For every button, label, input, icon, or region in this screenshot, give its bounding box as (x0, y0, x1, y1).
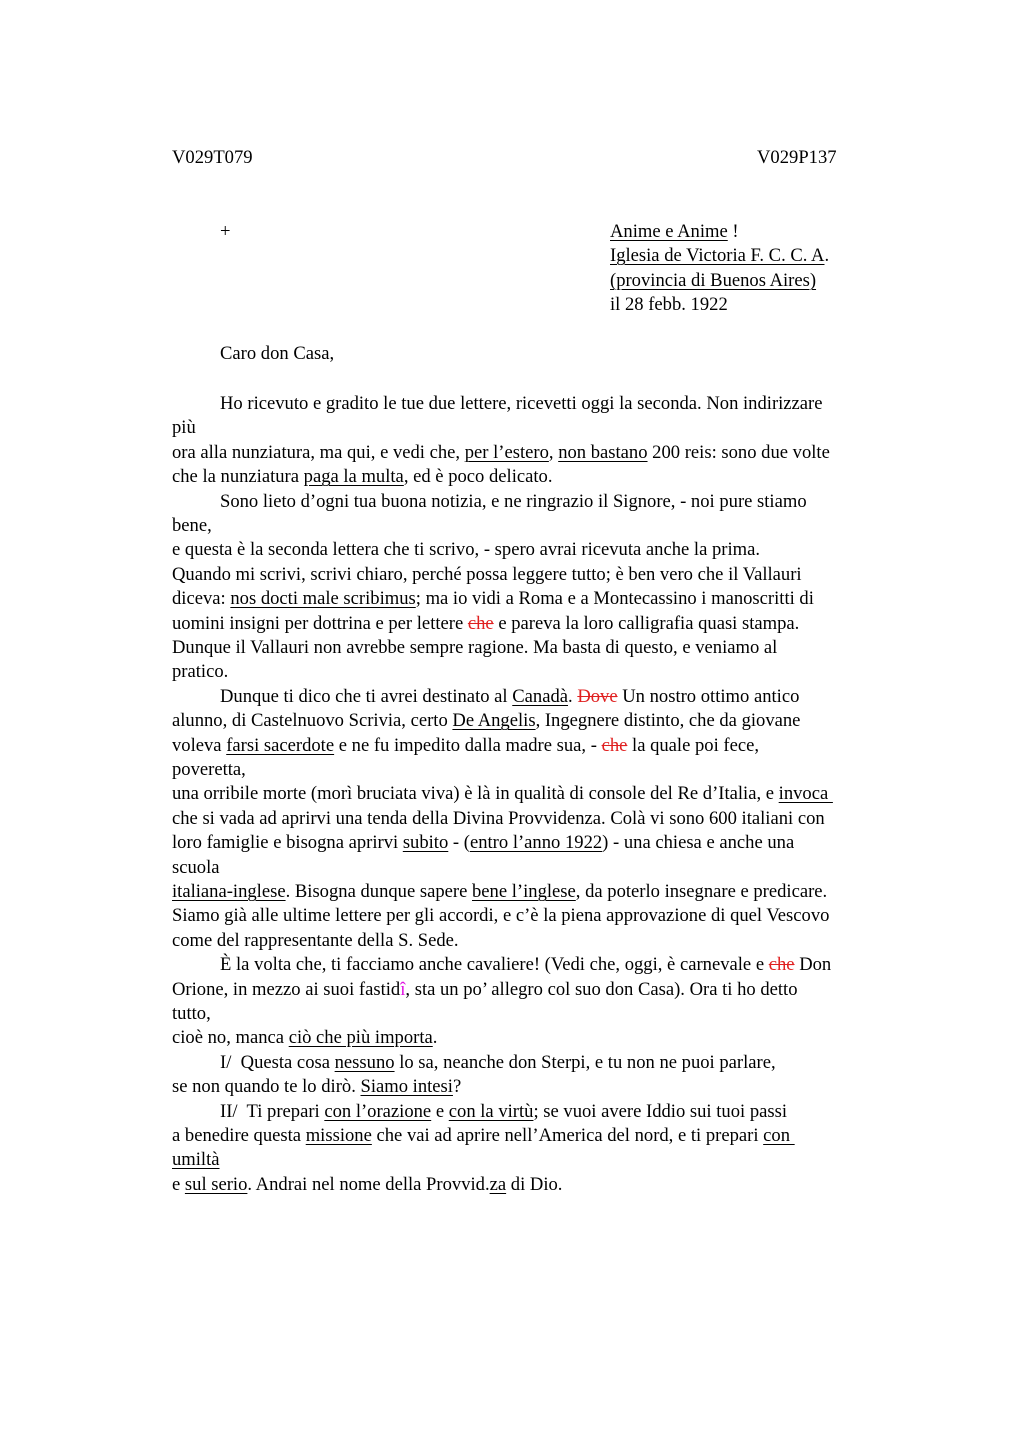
underlined-text: Canadà (512, 685, 569, 707)
highlighted-text: î (400, 978, 406, 1000)
underlined-text: bene l’inglese (472, 881, 576, 902)
text-run: 200 reis: sono due volte (647, 441, 830, 463)
text-run: È la volta che, ti facciamo anche cavaliere! (Vedi che, oggi, è carnevale e (220, 954, 769, 976)
letter-line (172, 587, 814, 611)
text-run: loro famiglie e bisogna aprirvi (172, 832, 403, 854)
underlined-text: con l’orazione (324, 1100, 432, 1122)
address-motto: Anime e Anime (610, 221, 728, 242)
letter-line (172, 1026, 437, 1050)
cross-mark: + (220, 221, 231, 242)
text-run: a benedire questa (172, 1125, 306, 1146)
letter-line (172, 978, 798, 1002)
text-run: e questa è la seconda lettera che ti scrivo, - spero avrai ricevuta anche la prima. (172, 539, 761, 561)
underlined-text: subito (402, 832, 449, 854)
underlined-text: non bastano (558, 441, 648, 463)
underlined-text: nos docti male scribimus (230, 588, 416, 610)
underlined-text: De Angelis (452, 710, 536, 732)
text-run: , Ingegnere distinto, che da giovane (535, 710, 801, 732)
text-run: che si vada ad aprirvi una tenda della Divina Provvidenza. Colà vi sono 600 italiani con (172, 807, 825, 829)
underlined-text: invoca (778, 783, 833, 805)
address-church: Iglesia de Victoria F. C. C. A (610, 245, 825, 266)
letter-line (220, 490, 807, 514)
text-run: pratico. (172, 661, 229, 683)
text-run: come del rappresentante della S. Sede. (172, 929, 459, 951)
text-run: Orione, in mezzo ai suoi fastid (172, 978, 401, 1000)
text-run: che la nunziatura (172, 466, 304, 488)
address-church-line (610, 244, 829, 268)
letter-line (220, 1100, 787, 1124)
text-run: uomini insigni per dottrina e per lettere (172, 612, 468, 634)
letter-line (172, 538, 760, 562)
text-run: e (172, 1173, 185, 1195)
letter-line (172, 660, 228, 684)
underlined-text: con la virtù (448, 1100, 534, 1122)
underlined-text: paga la multa (303, 466, 404, 488)
letter-line (172, 709, 800, 733)
letter-line (172, 734, 759, 758)
underlined-text: entro l’anno 1922 (469, 832, 603, 854)
text-run: Un nostro ottimo antico (617, 685, 800, 707)
letter-line (220, 685, 799, 709)
text-run: la quale poi fece, (627, 734, 760, 756)
underlined-text: sul serio (184, 1173, 248, 1195)
address-province: (provincia di Buenos Aires) (610, 270, 817, 291)
underlined-text: nessuno (334, 1051, 395, 1073)
text-run: una orribile morte (morì bruciata viva) è là in qualità di console del Re d’Italia, e (172, 783, 779, 805)
letter-line (172, 929, 459, 953)
text-run: II/ Ti prepari (220, 1100, 325, 1122)
text-run: Sono lieto d’ogni tua buona notizia, e ne ringrazio il Signore, - noi pure stiamo (220, 490, 807, 512)
text-run: Dunque il Vallauri non avrebbe sempre ragione. Ma basta di questo, e veniamo al (172, 637, 778, 658)
letter-line (172, 856, 220, 880)
letter-line (172, 514, 212, 538)
letter-line (172, 1148, 220, 1172)
text-run: , da poterlo insegnare e predicare. (575, 881, 828, 902)
text-run: poveretta, (172, 759, 246, 780)
text-run: tutto, (172, 1003, 211, 1024)
text-run: I/ Questa cosa (220, 1051, 335, 1073)
underlined-text: ciò che più importa (288, 1027, 433, 1049)
letter-line (172, 465, 553, 489)
underlined-text: missione (305, 1125, 372, 1146)
letter-line (172, 807, 825, 831)
address-church-punct: . (824, 245, 830, 266)
letter-line (172, 636, 777, 660)
text-run: ) - una chiesa e anche una (602, 832, 795, 854)
letter-line (172, 416, 196, 440)
text-run: , (548, 441, 559, 463)
document-code-left: V029T079 (172, 147, 253, 168)
letter-line (172, 880, 827, 904)
text-run: scuola (172, 856, 220, 878)
underlined-text: za (489, 1173, 507, 1195)
text-run: lo sa, neanche don Sterpi, e tu non ne puoi parlare, (394, 1051, 776, 1073)
text-run: - ( (448, 832, 470, 854)
text-run: Dunque ti dico che ti avrei destinato al (220, 685, 513, 707)
text-run: . (568, 685, 578, 707)
struck-text: Dove (577, 685, 618, 707)
text-run: . Andrai nel nome della Provvid. (247, 1173, 490, 1195)
letter-line (172, 758, 246, 782)
text-run: che vai ad aprire nell’America del nord, e ti prepari (371, 1125, 764, 1146)
text-run: . (432, 1027, 438, 1049)
text-run: , sta un po’ allegro col suo don Casa). Ora ti ho detto (405, 978, 798, 1000)
text-run: ? (452, 1076, 462, 1098)
salutation: Caro don Casa, (220, 343, 335, 364)
letter-line (172, 1173, 562, 1197)
letter-line (172, 1124, 795, 1148)
text-run: alunno, di Castelnuovo Scrivia, certo (172, 710, 453, 732)
letter-line (220, 392, 823, 416)
address-motto-line (610, 220, 739, 244)
text-run: Don (794, 954, 832, 976)
address-date: il 28 febb. 1922 (610, 294, 728, 315)
text-run: Quando mi scrivi, scrivi chiaro, perché possa leggere tutto; è ben vero che il Vallauri (172, 563, 802, 585)
struck-text: che (768, 954, 795, 976)
letter-line (172, 441, 830, 465)
letter-line (172, 612, 799, 636)
letter-line (172, 563, 802, 587)
underlined-text: per l’estero (464, 441, 549, 463)
underlined-text: farsi sacerdote (226, 734, 335, 756)
underlined-text: italiana-inglese (172, 881, 286, 902)
letter-line (172, 904, 829, 928)
underlined-text: con (763, 1125, 795, 1146)
document-code-right: V029P137 (757, 147, 837, 168)
text-run: . Bisogna dunque sapere (285, 881, 472, 902)
text-run: bene, (172, 515, 212, 536)
struck-text: che (601, 734, 628, 756)
address-motto-punct: ! (727, 221, 739, 242)
letter-line (220, 1051, 776, 1075)
address-province-line (610, 269, 816, 293)
letter-line (220, 953, 831, 977)
text-run: e ne fu impedito dalla madre sua, - (334, 734, 602, 756)
text-run: ora alla nunziatura, ma qui, e vedi che, (172, 441, 465, 463)
text-run: più (172, 417, 196, 439)
text-run: Ho ricevuto e gradito le tue due lettere, ricevetti oggi la seconda. Non indirizzare (220, 393, 823, 414)
letter-line (172, 1002, 211, 1026)
underlined-text: umiltà (172, 1149, 220, 1171)
letter-line (172, 1075, 461, 1099)
text-run: ; se vuoi avere Iddio sui tuoi passi (533, 1100, 788, 1122)
text-run: e pareva la loro calligrafia quasi stampa. (493, 612, 800, 634)
text-run: e (431, 1100, 449, 1122)
text-run: diceva: (172, 588, 231, 610)
text-run: Siamo già alle ultime lettere per gli accordi, e c’è la piena approvazione di quel Vescovo (172, 905, 830, 927)
letter-line (172, 831, 794, 855)
text-run: di Dio. (506, 1173, 563, 1195)
text-run: ; ma io vidi a Roma e a Montecassino i manoscritti di (415, 588, 814, 610)
underlined-text: Siamo intesi (360, 1076, 453, 1098)
text-run: , ed è poco delicato. (403, 466, 553, 488)
letter-line (172, 782, 833, 806)
struck-text: che (467, 612, 494, 634)
text-run: cioè no, manca (172, 1027, 289, 1049)
text-run: voleva (172, 734, 227, 756)
text-run: se non quando te lo dirò. (172, 1076, 361, 1098)
